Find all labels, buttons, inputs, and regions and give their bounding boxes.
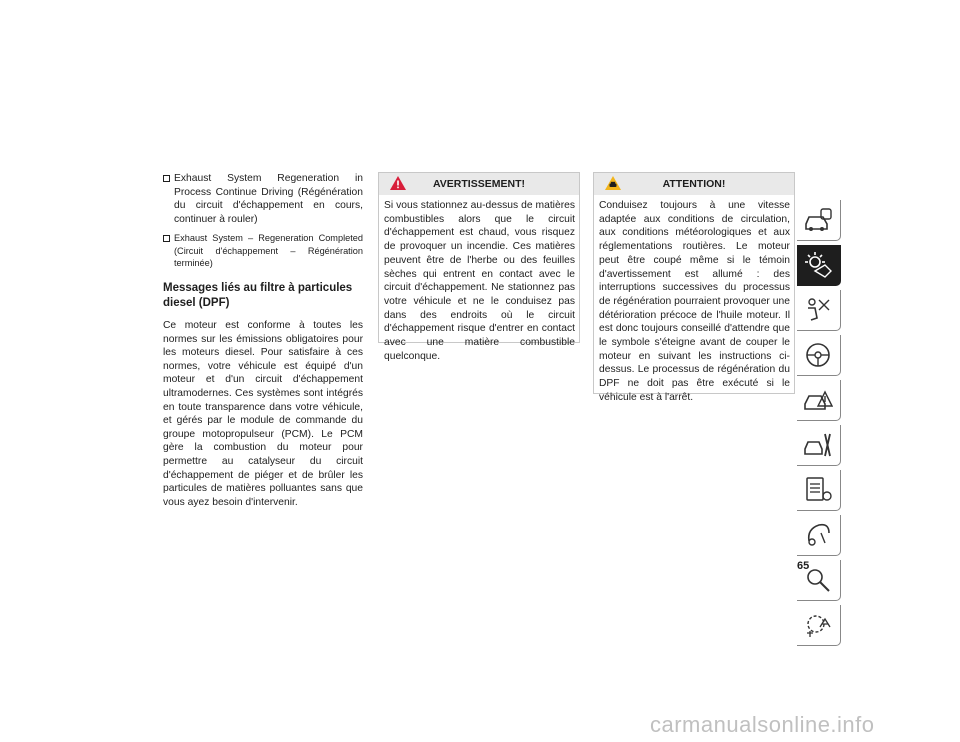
bullet-item — [163, 172, 363, 226]
attention-box-body: Conduisez toujours à une vitesse adaptée aux conditions de circulation, aux conditions météorologiques et aux réglementations routières. Le moteur peut être coupé même si le témoin d'avertissement est allumé : des interruptions successives du processus de régénération pourraient provoquer une détérioration précoce de l'huile moteur. Il est donc toujours conseillé d'attendre que le symbole s'éteigne avant de couper le moteur en suivant les instructions ci-dessus. Le processus de régénération du DPF ne doit pas être exécuté si le véhicule est à l'arrêt. — [599, 200, 790, 403]
chapter-tab-dashboard[interactable] — [797, 245, 841, 286]
warning-box — [378, 172, 580, 362]
chapter-tab-multimedia[interactable] — [797, 515, 841, 556]
section-heading: Messages liés au filtre à particules diesel (DPF) — [163, 281, 353, 309]
warning-box-header — [379, 173, 579, 195]
chapter-tab-servicing[interactable] — [797, 425, 841, 466]
caution-car-triangle-icon — [604, 175, 622, 199]
car-info-icon — [803, 206, 833, 234]
language-icon — [803, 611, 833, 639]
service-tools-icon — [803, 431, 833, 459]
warning-box-title: AVERTISSEMENT! — [433, 178, 525, 190]
warning-triangle-icon — [389, 175, 407, 199]
chapter-tab-car-info[interactable] — [797, 200, 841, 241]
page-number: 65 — [797, 560, 810, 572]
dashboard-light-icon — [803, 251, 833, 279]
chapter-tabs — [797, 200, 843, 650]
specifications-list-icon — [803, 476, 833, 504]
chapter-tab-safety[interactable] — [797, 290, 841, 331]
safety-airbag-icon — [803, 296, 833, 324]
attention-box-header — [594, 173, 794, 195]
body-paragraph: Ce moteur est conforme à toutes les normes sur les émissions obligatoires pour les moteurs diesel. Pour satisfaire à ces normes, votre véhicule est équipé d'un moteur et d'un circuit d'échappement ultramodernes. Ces systèmes sont intégrés en toute transparence dans votre véhicule, et gérés par le module de commande du groupe motopropulseur (PCM). Le PCM gère la combustion du moteur pour permettre au catalyseur du circuit d'échappement de piéger et de brûler les particules de matières polluantes sans que vous ayez besoin d'intervenir. — [163, 319, 363, 508]
bullet-square-icon — [163, 235, 170, 242]
steering-wheel-icon — [803, 341, 833, 369]
bullet-text: Exhaust System Regeneration in Process Continue Driving (Régénération du circuit d'échappement en cours, continuer à rouler) — [174, 173, 363, 225]
bullet-text: Exhaust System – Regeneration Completed (Circuit d'échappement – Régénération terminée) — [174, 233, 363, 268]
warning-box-body: Si vous stationnez au-dessus de matières combustibles alors que le circuit d'échappement est chaud, vous risquez de provoquer un incendie. Ces matières peuvent être de l'herbe ou des feuilles sèches qui entrent en contact avec le circuit d'échappement. Ne stationnez pas votre véhicule et ne le conduisez pas dans des endroits où le circuit d'échappement risque d'entrer en contact avec une matière combustible quelconque. — [384, 200, 575, 362]
multimedia-icon — [803, 521, 833, 549]
attention-box — [593, 172, 795, 403]
left-column — [163, 172, 363, 509]
attention-box-title: ATTENTION! — [662, 178, 726, 190]
chapter-tab-emergency[interactable] — [797, 380, 841, 421]
chapter-tab-specifications[interactable] — [797, 470, 841, 511]
chapter-tab-languages[interactable] — [797, 605, 841, 646]
bullet-square-icon — [163, 175, 170, 182]
chapter-tab-starting-driving[interactable] — [797, 335, 841, 376]
emergency-car-icon — [803, 386, 833, 414]
watermark: carmanualsonline.info — [650, 712, 875, 737]
bullet-item — [163, 232, 363, 269]
